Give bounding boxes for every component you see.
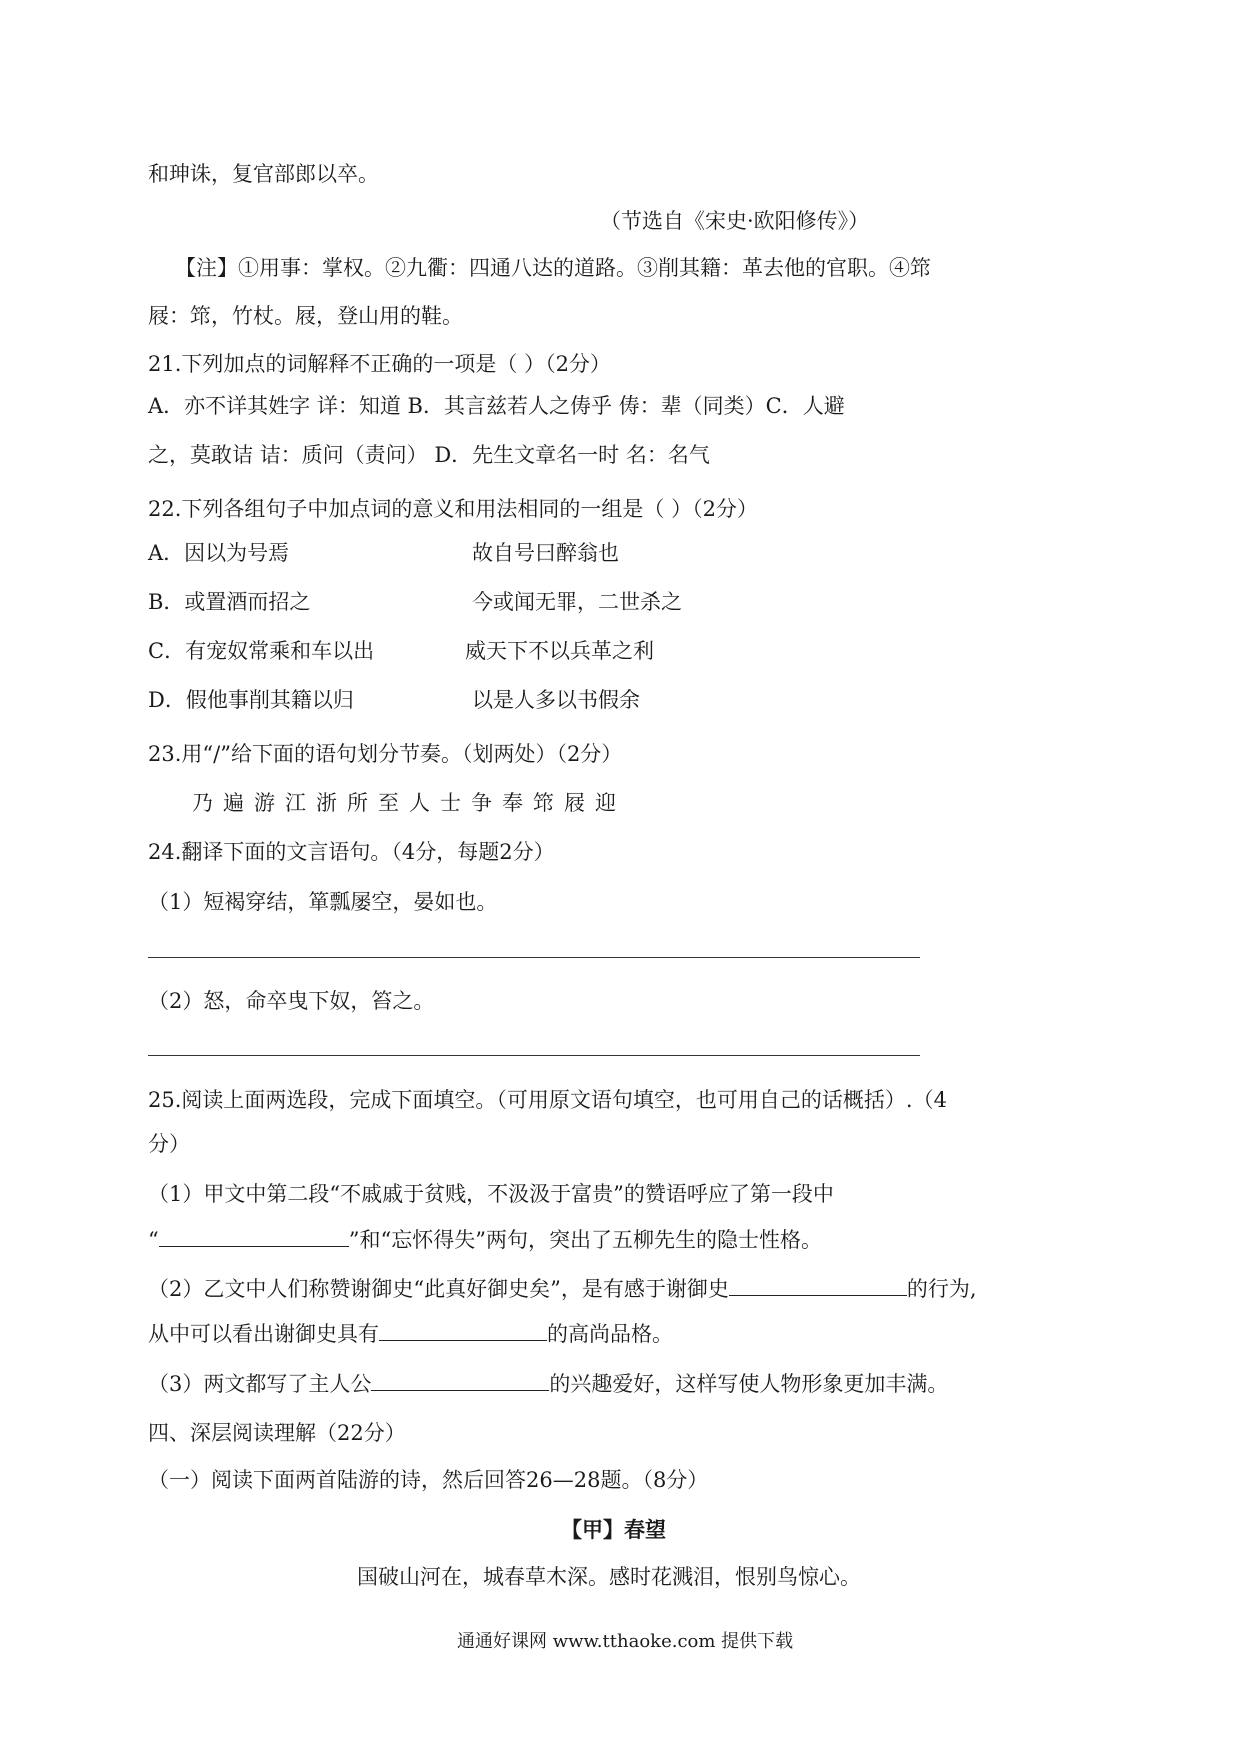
passage-end-line: 和珅诛，复官部郎以卒。 <box>148 162 379 186</box>
q22-stem: 22.下列各组句子中加点词的意义和用法相同的一组是（ ）（2分） <box>148 497 758 521</box>
poem-line: 国破山河在，城春草木深。感时花溅泪，恨别鸟惊心。 <box>357 1565 861 1589</box>
q25-part1-line-2 <box>148 1226 822 1254</box>
q25-part1-line-1: （1）甲文中第二段“不戚戚于贫贱，不汲汲于富贵”的赞语呼应了第一段中 <box>148 1182 834 1206</box>
q24-answer-line-1[interactable] <box>148 957 920 958</box>
q25-blank-3[interactable] <box>379 1320 547 1341</box>
q22-option-c-left: C．有宠奴常乘和车以出 <box>148 639 375 663</box>
q25-stem-line-1: 25.阅读上面两选段，完成下面填空。（可用原文语句填空，也可用自己的话概括）.（4 <box>148 1088 947 1112</box>
q25-blank-4[interactable] <box>371 1370 549 1391</box>
q25-part3-prefix: （3）两文都写了主人公 <box>148 1372 372 1396</box>
q25-part2-line-2 <box>148 1320 673 1348</box>
q22-option-a-right: 故自号曰醉翁也 <box>472 541 619 565</box>
subsection-1-heading: （一）阅读下面两首陆游的诗，然后回答26—28题。（8分） <box>148 1468 709 1492</box>
q24-stem: 24.翻译下面的文言语句。（4分，每题2分） <box>148 840 555 864</box>
q25-part2-line-1 <box>148 1275 977 1303</box>
poem-title: 【甲】春望 <box>561 1517 666 1542</box>
q24-answer-line-2[interactable] <box>148 1055 920 1056</box>
q23-sentence: 乃遍游江浙所至人士争奉筇屐迎 <box>192 791 626 815</box>
q25-blank-2[interactable] <box>729 1275 907 1296</box>
q22-option-d-right: 以是人多以书假余 <box>472 688 640 712</box>
q24-item-1: （1）短褐穿结，箪瓢屡空，晏如也。 <box>148 890 498 914</box>
q22-option-b-left: B．或置酒而招之 <box>148 590 311 614</box>
section-4-heading: 四、深层阅读理解（22分） <box>148 1421 406 1445</box>
q22-option-a-left: A．因以为号焉 <box>148 541 290 565</box>
q25-part2b-prefix: 从中可以看出谢御史具有 <box>148 1322 379 1346</box>
q22-option-b-right: 今或闻无罪，二世杀之 <box>472 590 682 614</box>
q22-option-c-right: 威天下不以兵革之利 <box>465 639 654 663</box>
note-line-1: 【注】①用事：掌权。②九衢：四通八达的道路。③削其籍：革去他的官职。④筇 <box>175 256 931 280</box>
q25-blank-1[interactable] <box>159 1226 349 1247</box>
q25-part3-line <box>148 1370 948 1398</box>
q25-part2-prefix: （2）乙文中人们称赞谢御史“此真好御史矣”，是有感于谢御史 <box>148 1277 729 1301</box>
note-line-2: 屐：筇，竹杖。屐，登山用的鞋。 <box>148 304 463 328</box>
q24-item-2: （2）怒，命卒曳下奴，笞之。 <box>148 989 435 1013</box>
q25-stem-line-2: 分） <box>148 1132 190 1156</box>
q25-part1-open-quote: “ <box>148 1228 159 1252</box>
q25-part2b-suffix: 的高尚品格。 <box>547 1322 673 1346</box>
q25-part2-suffix: 的行为, <box>906 1277 977 1301</box>
q21-stem: 21.下列加点的词解释不正确的一项是（ ）（2分） <box>148 352 611 376</box>
q23-stem: 23.用“/”给下面的语句划分节奏。（划两处）（2分） <box>148 742 623 766</box>
page-footer: 通通好课网 www.tthaoke.com 提供下载 <box>457 1631 794 1652</box>
source-citation: （节选自《宋史·欧阳修传》） <box>600 209 870 233</box>
q25-part1-rest: ”和“忘怀得失”两句，突出了五柳先生的隐士性格。 <box>348 1228 822 1252</box>
q22-option-d-left: D．假他事削其籍以归 <box>148 688 354 712</box>
q21-options-line-2: 之，莫敢诘 诘：质问（责问） D．先生文章名一时 名：名气 <box>148 443 710 467</box>
q21-options-line-1: A．亦不详其姓字 详：知道 B．其言兹若人之俦乎 俦：辈（同类）C．人避 <box>148 394 845 418</box>
q25-part3-suffix: 的兴趣爱好，这样写使人物形象更加丰满。 <box>549 1372 949 1396</box>
